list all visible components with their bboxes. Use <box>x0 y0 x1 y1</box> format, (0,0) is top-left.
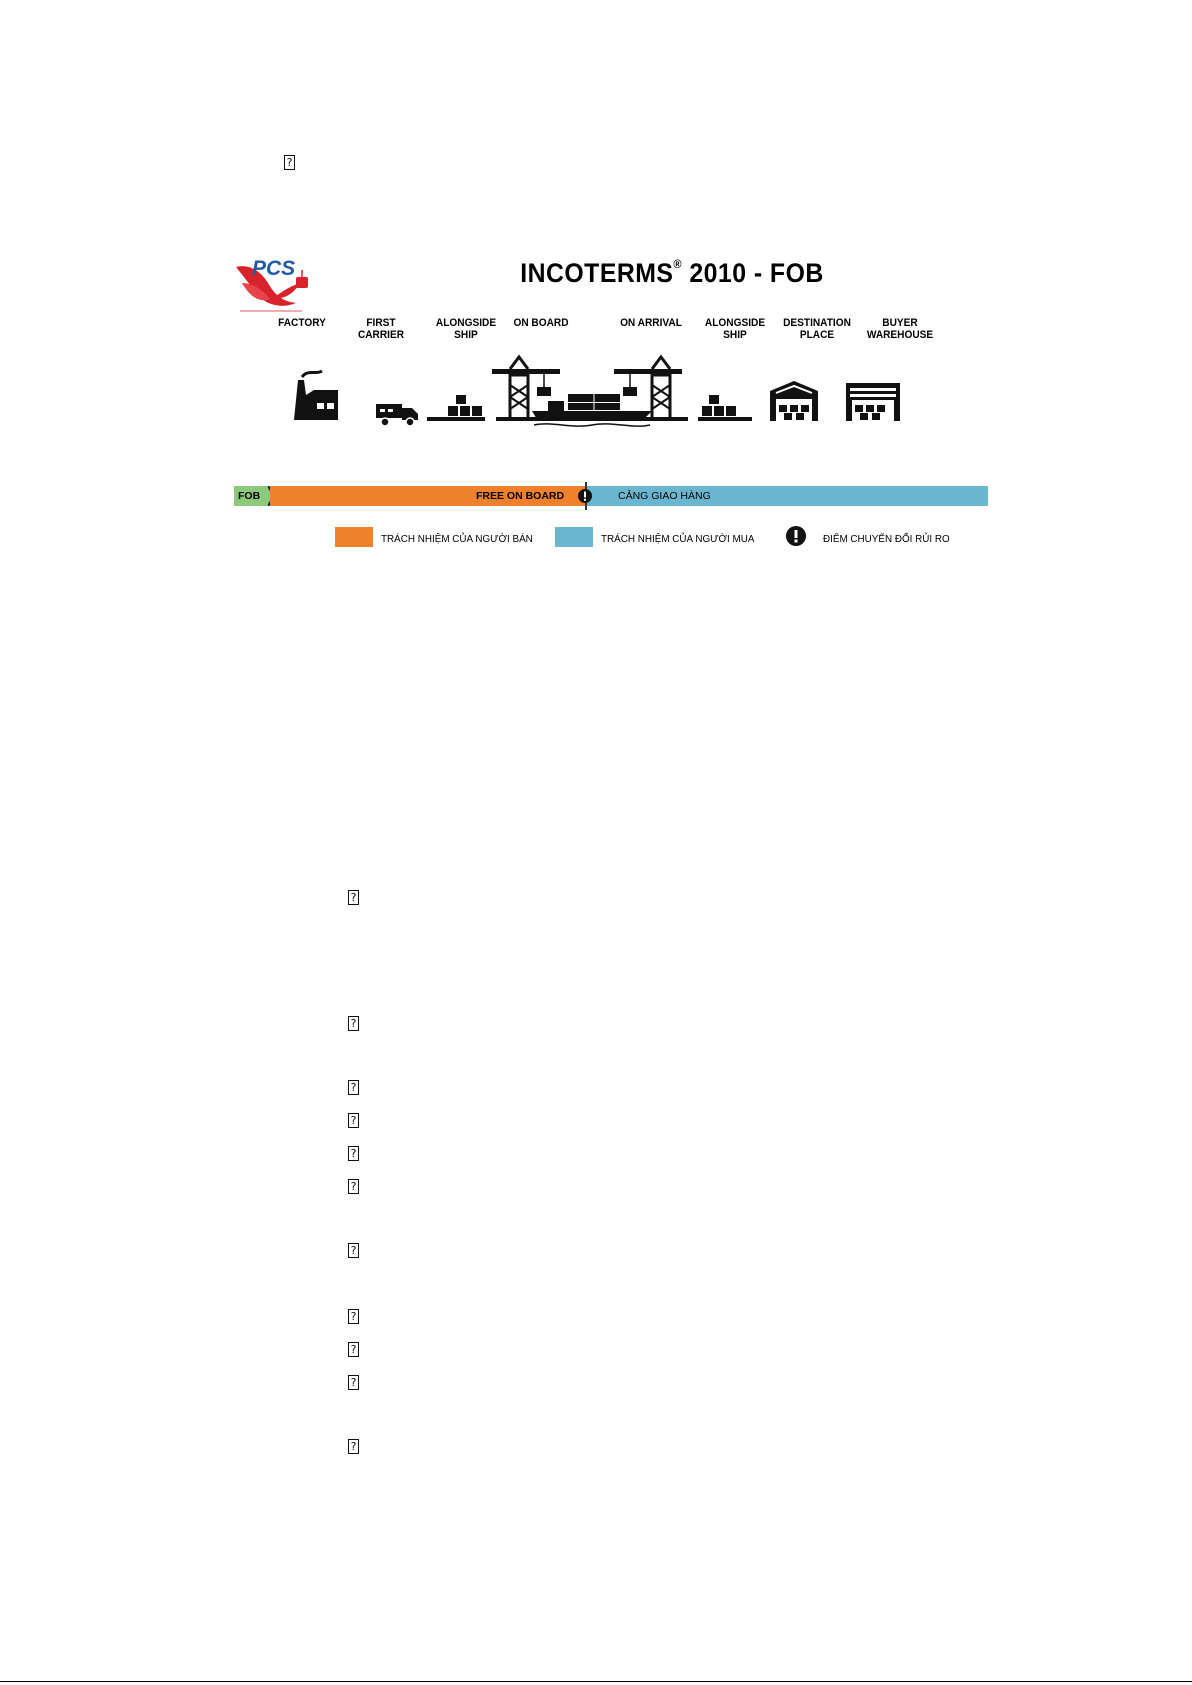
stage-label-on-board: ON BOARD <box>513 317 569 329</box>
stage-label-factory: FACTORY <box>278 317 326 329</box>
missing-glyph-icon: ? <box>348 1375 359 1390</box>
missing-glyph-icon: ? <box>348 1080 359 1095</box>
missing-glyph-icon: ? <box>348 1113 359 1128</box>
legend-buyer-label: TRÁCH NHIỆM CỦA NGƯỜI MUA <box>601 533 755 545</box>
missing-glyph-icon: ? <box>348 1243 359 1258</box>
legend-buyer-swatch <box>555 527 593 547</box>
stage-label-first-carrier: FIRST CARRIER <box>357 317 405 341</box>
page-footer-rule <box>0 1681 1192 1682</box>
buyer-warehouse-icon <box>846 383 900 421</box>
factory-icon <box>294 371 338 420</box>
stage-label-on-arrival: ON ARRIVAL <box>620 317 682 329</box>
cargo-platform-icon <box>698 395 752 421</box>
risk-point-icon <box>578 489 592 503</box>
ship-icon <box>532 394 652 426</box>
delivery-port-label: CẢNG GIAO HÀNG <box>618 490 711 502</box>
stage-label-alongside-ship-destination: ALONGSIDE SHIP <box>704 317 766 341</box>
legend-risk-icon <box>786 526 806 546</box>
missing-glyph-icon: ? <box>348 1016 359 1031</box>
missing-glyph-icon: ? <box>284 155 295 170</box>
stage-icons <box>232 245 990 475</box>
missing-glyph-icon: ? <box>348 1309 359 1324</box>
missing-glyph-icon: ? <box>348 1179 359 1194</box>
missing-glyph-icon: ? <box>348 1146 359 1161</box>
legend-seller-swatch <box>335 527 373 547</box>
stage-label-destination-place: DESTINATION PLACE <box>783 317 851 341</box>
legend-seller-label: TRÁCH NHIỆM CỦA NGƯỜI BÁN <box>381 533 533 545</box>
logo-text: PCS <box>252 257 296 280</box>
truck-icon <box>376 404 418 426</box>
legend-risk-label: ĐIỂM CHUYỂN ĐỔI RỦI RO <box>823 533 950 545</box>
diagram-title: INCOTERMS® 2010 - FOB <box>520 257 824 288</box>
missing-glyph-icon: ? <box>348 890 359 905</box>
missing-glyph-icon: ? <box>348 1342 359 1357</box>
warehouse-icon <box>770 381 818 421</box>
missing-glyph-icon: ? <box>348 1439 359 1454</box>
incoterms-fob-diagram <box>232 245 990 555</box>
cargo-platform-icon <box>427 395 485 421</box>
stage-label-buyer-warehouse: BUYER WAREHOUSE <box>866 317 934 341</box>
fob-label: FOB <box>238 490 261 502</box>
stage-label-alongside-ship-origin: ALONGSIDE SHIP <box>435 317 497 341</box>
free-on-board-label: FREE ON BOARD <box>476 490 565 502</box>
